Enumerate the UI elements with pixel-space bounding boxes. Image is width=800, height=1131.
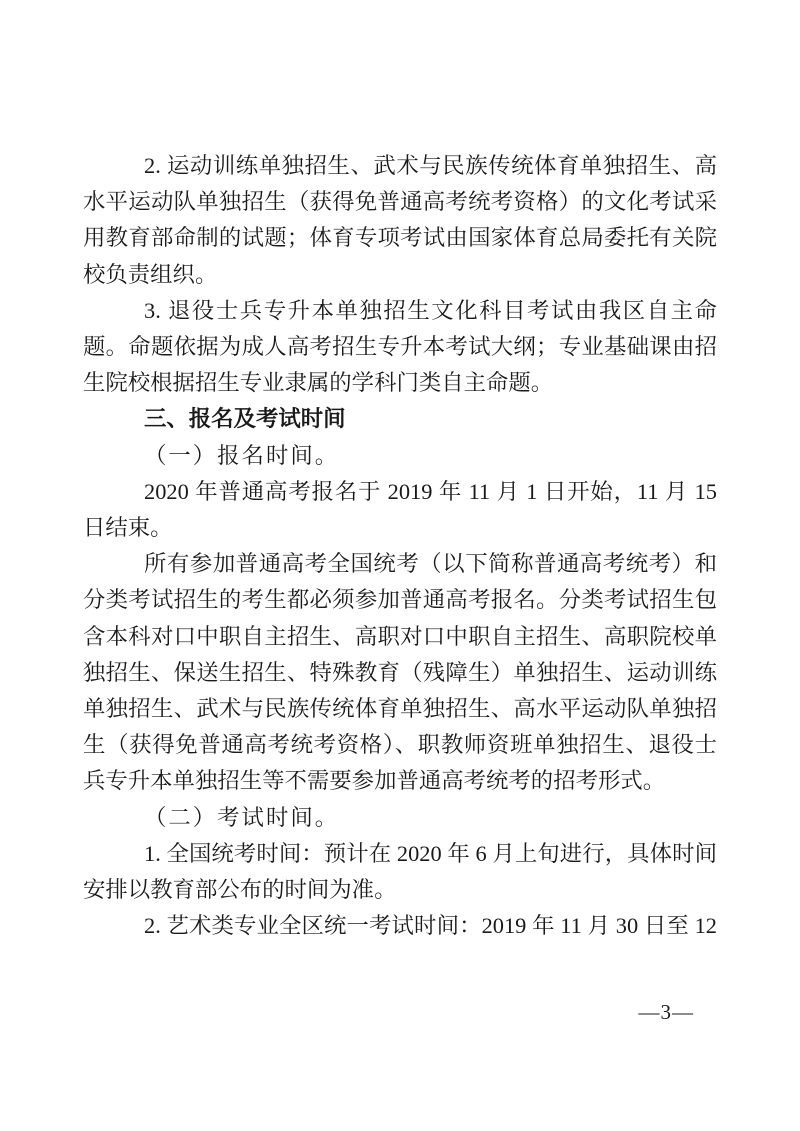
- paragraph-veteran-upgrade-admission: 3. 退役士兵专升本单独招生文化科目考试由我区自主命题。命题依据为成人高考招生专升本考试大纲；专业基础课由招生院校根据招生专业隶属的学科门类自主命题。: [83, 297, 717, 396]
- document-body: [83, 148, 717, 944]
- subheading-registration-time: （一）报名时间。: [144, 442, 340, 468]
- paragraph-art-exam-time: 2. 艺术类专业全区统一考试时间：2019 年 11 月 30 日至 12: [144, 913, 717, 939]
- subheading-exam-time: （二）考试时间。: [144, 804, 340, 830]
- paragraph-national-exam-time: 1. 全国统考时间：预计在 2020 年 6 月上旬进行，具体时间安排以教育部公布的时间为准。: [83, 840, 717, 903]
- paragraph-all-candidates-must-register: 所有参加普通高考全国统考（以下简称普通高考统考）和分类考试招生的考生都必须参加普通高考报名。分类考试招生包含本科对口中职自主招生、高职对口中职自主招生、高职院校单独招生、保送生招生、特殊教育（残障生）单独招生、运动训练单独招生、武术与民族传统体育单独招生、高水平运动队单独招生（获得免普通高考统考资格）、职教师资班单独招生、退役士兵专升本单独招生等不需要参加普通高考统考的招考形式。: [83, 551, 717, 794]
- paragraph-registration-dates: 2020 年普通高考报名于 2019 年 11 月 1 日开始，11 月 15 日结束。: [83, 478, 717, 541]
- paragraph-sports-single-admission: 2. 运动训练单独招生、武术与民族传统体育单独招生、高水平运动队单独招生（获得免普通高考统考资格）的文化考试采用教育部命制的试题；体育专项考试由国家体育总局委托有关院校负责组织。: [83, 153, 717, 287]
- section-heading-registration-and-exam-time: 三、报名及考试时间: [144, 406, 346, 432]
- page-number: —3—: [638, 1000, 694, 1024]
